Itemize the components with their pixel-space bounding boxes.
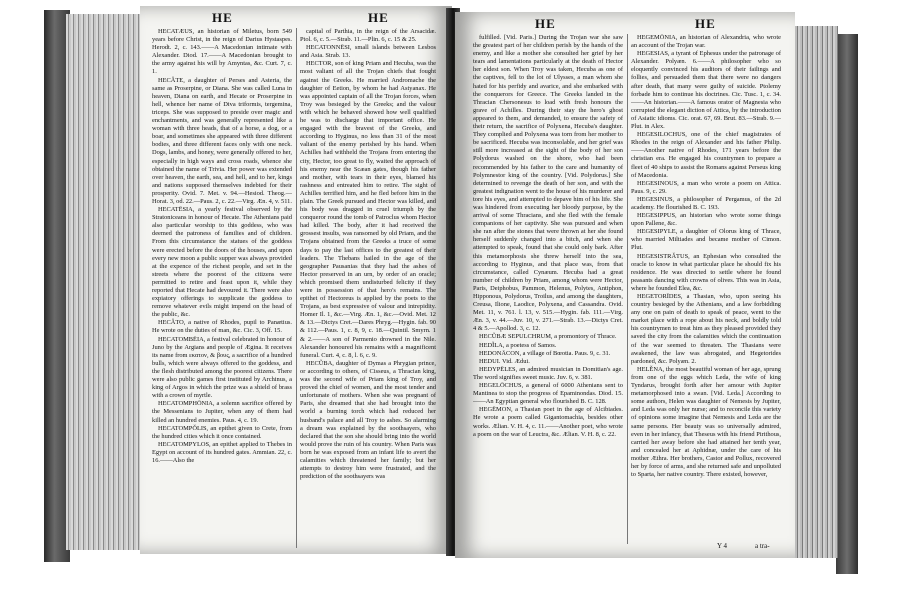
right-page-column-1 [473, 34, 623, 544]
right-page-edges [790, 26, 838, 558]
left-page [140, 6, 452, 554]
dictionary-entry: HECŬBÆ SEPULCHRUM, a promontory of Thrace. [479, 333, 617, 341]
dictionary-entry: HECATOMPŎLIS, an epithet given to Crete, from the hundred cities which it once contained. [152, 424, 292, 440]
dictionary-entry: HEGELŌCHUS, a general of 6000 Athenians sent to Mantinea to stop the progress of Epaminondas. Diod. 15.——An Egyptian general who flourished B. C. 128. [473, 382, 623, 406]
left-page-column-1 [152, 28, 292, 548]
dictionary-entry: HEDYPĒLES, an admired musician in Domitian's age. The word signifies sweet music. Juv. 6, v. 381. [473, 365, 623, 381]
dictionary-entry: HEDONĀCON, a village of Bœotia. Paus. 9, c. 31. [479, 349, 611, 357]
dictionary-entry: HEDĬLA, a poetess of Samos. [479, 341, 557, 349]
right-page-column-2 [631, 34, 781, 544]
dictionary-entry: HEGESISTRĂTUS, an Ephesian who consulted the oracle to know in what particular place he should fix his residence. He was directed to settle where he found peasants dancing with crowns of olives. This was in Asia, where he founded Elea, &c. [631, 252, 781, 292]
dictionary-entry: HECTOR, son of king Priam and Hecuba, was the most valiant of all the Trojan chiefs that fought against the Greeks. He married Andromache the daughter of Eetion, by whom he had Astyanax. He was appointed captain of all the Trojan forces, when Troy was besieged by the Greeks; and the valour with which he behaved showed how well qualified he was to discharge that important office. He engaged with the bravest of the Greeks, and according to Hyginus, no less than 31 of the most valiant of the enemy perished by his hand. When Achilles had withheld the Trojans from entering the city, Hector, too great to fly, waited the approach of his enemy near the Scæan gates, though his father and mother, with tears in their eyes, blamed his rashness and entreated him to retire. The sight of Achilles terrified him, and he fled before him in the plain. The Greek pursued and Hector was killed, and his body was dragged in cruel triumph by the conqueror round the tomb of Patroclus whom Hector had killed. The body, after it had received the grossest insults, was ransomed by old Priam, and the Trojans obtained from the Greeks a truce of some days to pay the last offices to the greatest of their leaders. The Thebans hailed in the age of the geographer Pausanias that they had the ashes of Hector preserved in an urn, by order of an oracle; which promised them undisturbed felicity if they were in possession of that hero's remains. The epithet of Hectoreus is applied by the poets to the Trojans, as best expressive of valour and intrepidity. Homer Il. 1, &c.—Virg. Æn. 1, &c.—Ovid. Met. 12 & 13.—Dictys Cret.—Dares Phryg.—Hygin. fab. 90 & 112.—Paus. 1, c. 8, 9, c. 18.—Quintil. Smyrn. 1 & 2.——A son of Parmenio drowned in the Nile. Alexander honoured his remains with a magnificent funeral. Curt. 4, c. 8, l. 6, c. 9. [300, 60, 436, 359]
dictionary-entry: HEGETORĪDES, a Thasian, who, upon seeing his country besieged by the Athenians, and a law forbidding any one on pain of death to speak of peace, went to the market place with a rope about his neck, and boldly told his countrymen to treat him as they pleased provided they saved the city from the calamities which the continuation of the war seemed to threaten. The Thasians were awakened, the law was abrogated, and Hegetorides pardoned, &c. Polyæn. 2. [631, 293, 781, 365]
dictionary-entry: capital of Parthia, in the reign of the Arsacidæ. Ptol. 6, c. 5.—Strab. 11.—Plin. 6, c. 15 & 25. [300, 28, 436, 44]
dictionary-entry: fulfilled. [Vid. Paris.] During the Trojan war she saw the greatest part of her children perish by the hands of the enemy, and like a mother she consulted her grief by her tears and lamentations particularly at the death of Hector her eldest son. When Troy was taken, Hecuba as one of the captives, fell to the lot of Ulysses, a man whom she hated for his perfidy and avarice, and she embarked with the conquerors for Greece. The Greeks landed in the Thracian Chersonesus to load with fresh honours the grave of Achilles. During their stay the hero's ghost appeared to them, and demanded, to ensure the safety of their return, the sacrifice of Polyxena, Hecuba's daughter. They complied and Polyxena was torn from her mother to be sacrificed. Hecuba was inconsolable, and her grief was still more increased at the sight of the body of her son Polydorus washed on the shore, who had been recommended by his father to the care and humanity of Polymnestor king of the country. [Vid. Polydorus.] She determined to revenge the death of her son, and with the greatest indignation went to the house of his murderer and tore his eyes, and attempted to depave him of his life. She was hindered from executing her bloody purpose, by the arrival of some Thracians, and she fled with the female companions of her captivity. She was pursued and when she ran after the stones that were thrown at her she found herself suddenly changed into a bitch, and when she attempted to speak, found that she could only bark. After this metamorphosis she threw herself into the sea, according to Hyginus, and that place was, from that circumstance, called Cynæum. Hecuba had a great number of children by Priam, among whom were Hector, Paris, Deiphobus, Pammon, Helenus, Polytes, Antiphon, Hipponous, Polydorus, Troilus, and among the daughters, Creusa, Ilione, Laodice, Polyxena, and Cassandra. Ovid. Met. 11, v. 761. l. 13, v. 515.—Hygin. fab. 111.—Virg. Æn. 3, v. 44.—Juv. 10, v. 271.—Strab. 13.—Dictys Cret. 4 & 5.—Apollod. 3, c. 12. [473, 34, 623, 333]
left-page-header-right: HE [368, 10, 389, 25]
left-page-header-left: HE [212, 10, 233, 25]
signature-mark: Y 4 [717, 542, 728, 550]
dictionary-entry: HEGĒMON, a Thasian poet in the age of Alcibiades. He wrote a poem called Gigantomachia, besides other works. Ælian. V. H. 4, c. 11.——Another poet, who wrote a poem on the war of Leuctra, &c. Ælian. V. H. 8, c. 22. [473, 406, 623, 438]
dictionary-entry: HECATÆUS, an historian of Miletus, born 549 years before Christ, in the reign of Darius Hystaspes. Herodt. 2, c. 143.——A Macedonian intimate with Alexander. Diod. 17.——A Macedonian brought to the army against his will by Amyntas, &c. Curt. 7, c. 1. [152, 28, 292, 76]
dictionary-entry: HECATOMBĒIA, a festival celebrated in honour of Juno by the Argians and people of Ægina. It receives its name from εκατον, & βους, a sacrifice of a hundred bulls, which were always offered to the goddess, and the flesh distributed among the poorest citizens. There were also public games first instituted by Archinus, a king of Argos in which the prize was a shield of brass with a crown of myrtle. [152, 335, 292, 400]
right-cover [836, 34, 858, 574]
left-page-column-2 [300, 28, 436, 548]
left-page-edges [66, 14, 146, 550]
dictionary-entry: HEGESIPYLE, a daughter of Olorus king of Thrace, who married Miltiades and became mother of Cimon. Plut. [631, 228, 781, 252]
dictionary-entry: HEGESILOCHUS, one of the chief magistrates of Rhodes in the reign of Alexander and his father Philip.——Another native of Rhodes, 171 years before the christian era. He engaged his countrymen to prepare a fleet of 40 ships to assist the Romans against Perseus king of Macedonia. [631, 131, 781, 179]
catchword: a tra- [755, 542, 770, 550]
dictionary-entry: HEGESINOUS, a man who wrote a poem on Attica. Paus. 9, c. 29. [631, 179, 781, 195]
dictionary-entry: HECATĒSIA, a yearly festival observed by the Stratoniceans in honour of Hecate. The Athenians paid also particular worship to this goddess, who was deemed the patroness of families and of children. From this circumstance the statues of the goddess were erected before the doors of the houses, and upon every new moon a public supper was always provided at the expence of the richest people, and set in the streets where the poorest of the citizens were permitted to retire and feast upon it, while they reported that Hecate had devoured it. There were also expiatory offerings to supplicate the goddess to remove whatever evils might impend on the head of the public, &c. [152, 206, 292, 319]
dictionary-entry: HECATONNĒSI, small islands between Lesbos and Asia. Strab. 13. [300, 44, 436, 60]
right-page [455, 12, 795, 558]
dictionary-entry: HECĂTO, a native of Rhodes, pupil to Panætius. He wrote on the duties of man, &c. Cic. 3, Off. 15. [152, 319, 292, 335]
dictionary-entry: HEGESIPPUS, an historian who wrote some things upon Pallene, &c. [631, 212, 781, 228]
right-page-header-left: HE [535, 16, 556, 31]
column-rule [627, 34, 628, 544]
dictionary-entry: HEGESINUS, a philosopher of Pergamus, of the 2d academy. He flourished B. C. 193. [631, 195, 781, 211]
dictionary-entry: HELĔNA, the most beautiful woman of her age, sprung from one of the eggs which Leda, the wife of king Tyndarus, brought forth after her amour with Jupiter metamorphosed into a swan. [Vid. Leda.] According to some authors, Helen was daughter of Nemesis by Jupiter, and Leda was only her nurse; and to reconcile this variety of opinions some imagine that Nemesis and Leda are the same persons. Her beauty was so universally admired, even in her infancy, that Theseus with his friend Pirithous, carried her away before she had attained her tenth year, and concealed her at Aphidnæ, under the care of his mother Æthra. Her brothers, Castor and Pollux, recovered her by force of arms, and she returned safe and unpolluted to Sparta, her native country. There existed, however, [631, 365, 781, 479]
dictionary-entry: HECATOMPHŌNIA, a solemn sacrifice offered by the Messenians to Jupiter, when any of them had killed an hundred enemies. Paus. 4, c. 19. [152, 400, 292, 424]
dictionary-entry: HECŬBA, daughter of Dymas a Phrygian prince, or according to others, of Cisseus, a Thracian king, was the second wife of Priam king of Troy, and proved the chief of women, and the most tender and unfortunate of mothers. When she was pregnant of Paris, she dreamed that she had brought into the world a burning torch which had reduced her husband's palace and all Troy to ashes. So alarming a dream was explained by the soothsayers, who declared that the son she should bring into the world would prove the ruin of his country. When Paris was born he was exposed from an infant life to avert the calamities which threatened her family; but her attempts to destroy him were frustrated, and the prediction of the soothsayers was [300, 359, 436, 481]
dictionary-entry: HECATOMPYLOS, an epithet applied to Thebes in Egypt on account of its hundred gates. Ammian. 22, c. 16.——Also the [152, 440, 292, 464]
dictionary-entry: HEGESIAS, a tyrant of Ephesus under the patronage of Alexander. Polyæn. 6.——A philosopher who so eloquently convinced his auditors of their failings and follies, and persuaded them that there were no dangers after death, that many were guilty of suicide. Ptolemy forbade him to continue his doctrines. Cic. Tusc. 1, c. 34.——An historian.——A famous orator of Magnesia who corrupted the elegant diction of Attica, by the introduction of Asiatic idioms. Cic. orat. 67, 69. Brut. 83.—Strab. 9.—Plut. in Alex. [631, 50, 781, 131]
right-page-header-right: HE [695, 16, 716, 31]
column-rule [296, 28, 297, 548]
dictionary-entry: HEDUI. Vid. Ædui. [479, 357, 530, 365]
dictionary-entry: HECĂTE, a daughter of Perses and Asteria, the same as Proserpine, or Diana. She was called Luna in heaven, Diana on earth, and Hecate or Proserpine in hell, whence her name of Diva triformis, tergemina, triceps. She was supposed to preside over magic and enchantments, and was generally represented like a woman with three heads, that of a horse, a dog, or a boar, and sometimes she appeared with three different bodies, and three different faces only with one neck. Dogs, lambs, and honey, were generally offered to her, especially in high ways and cross roads, whence she obtained the name of Trivia. Her power was extended over heaven, the earth, sea, and hell, and to her, kings and nations supposed themselves indebted for their prosperity. Ovid. 7. Met. v. 94.—Hesiod. Theog.—Horat. 3, od. 22.—Paus. 2, c. 22.—Virg. Æn. 4, v. 511. [152, 76, 292, 205]
dictionary-entry: HEGEMŌNIA, an historian of Alexandria, who wrote an account of the Trojan war. [631, 34, 781, 50]
